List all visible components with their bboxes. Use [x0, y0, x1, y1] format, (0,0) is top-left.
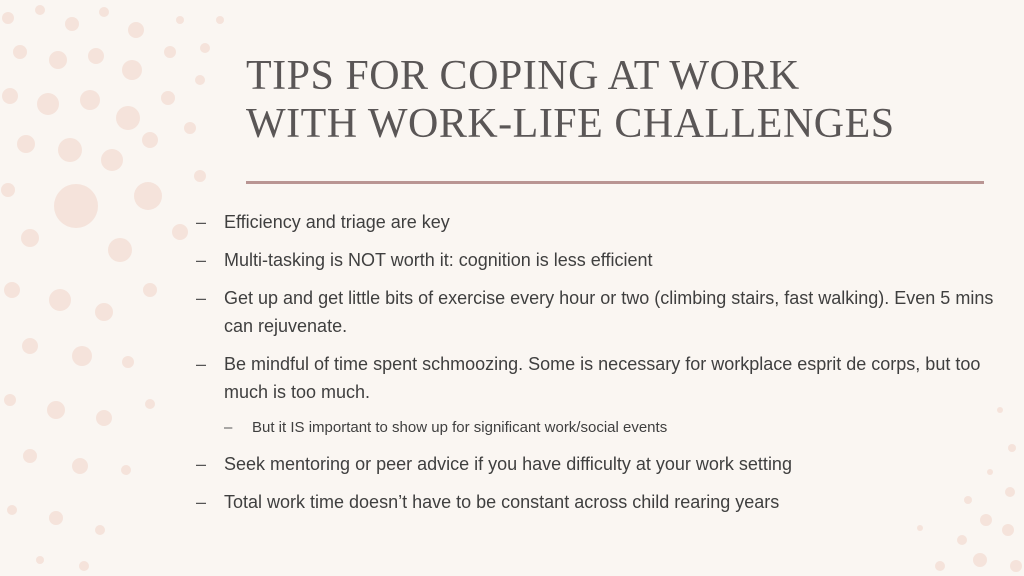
decorative-dot	[122, 356, 134, 368]
decorative-dot	[121, 465, 131, 475]
bullet-dash: –	[196, 454, 207, 474]
decorative-dot	[4, 282, 20, 298]
decorative-dot	[164, 46, 176, 58]
bullet-item	[196, 350, 996, 406]
decorative-dot	[1005, 487, 1015, 497]
decorative-dot	[143, 283, 157, 297]
decorative-dot	[49, 51, 67, 69]
bullet-list	[196, 208, 996, 526]
bullet-item	[196, 208, 996, 236]
decorative-dot	[17, 135, 35, 153]
decorative-dot	[21, 229, 39, 247]
decorative-dot	[142, 132, 158, 148]
decorative-dot	[72, 346, 92, 366]
decorative-dot	[200, 43, 210, 53]
decorative-dot	[7, 505, 17, 515]
decorative-dot	[72, 458, 88, 474]
decorative-dot	[49, 289, 71, 311]
decorative-dot	[37, 93, 59, 115]
decorative-dot	[176, 16, 184, 24]
decorative-dot	[80, 90, 100, 110]
decorative-dot	[36, 556, 44, 564]
bullet-dash: –	[196, 492, 207, 512]
decorative-dot	[134, 182, 162, 210]
decorative-dot	[49, 511, 63, 525]
decorative-dot	[99, 7, 109, 17]
decorative-dot	[195, 75, 205, 85]
decorative-dot	[58, 138, 82, 162]
decorative-dot	[1010, 560, 1022, 572]
decorative-dot	[216, 16, 224, 24]
decorative-dot	[95, 303, 113, 321]
decorative-dot	[13, 45, 27, 59]
title-divider	[246, 181, 984, 184]
decorative-dot	[128, 22, 144, 38]
decorative-dot	[184, 122, 196, 134]
bullet-text: Be mindful of time spent schmoozing. Some is necessary for workplace esprit de corps, but too much is too much.	[224, 354, 981, 402]
bullet-dash: –	[196, 212, 207, 232]
bullet-item	[196, 284, 996, 340]
bullet-text: Total work time doesn’t have to be constant across child rearing years	[224, 492, 780, 512]
bullet-item	[196, 488, 996, 516]
decorative-dot	[935, 561, 945, 571]
sub-bullet-item	[224, 416, 996, 440]
decorative-dot	[54, 184, 98, 228]
decorative-dot	[65, 17, 79, 31]
decorative-dot	[22, 338, 38, 354]
bullet-text: Seek mentoring or peer advice if you have difficulty at your work setting	[224, 454, 792, 474]
bullet-dash: –	[196, 250, 207, 270]
decorative-dot	[1, 183, 15, 197]
decorative-dot	[88, 48, 104, 64]
decorative-dot	[973, 553, 987, 567]
decorative-dot	[116, 106, 140, 130]
decorative-dot	[4, 394, 16, 406]
decorative-dot	[957, 535, 967, 545]
decorative-dot	[101, 149, 123, 171]
decorative-dot	[79, 561, 89, 571]
bullet-dash: –	[196, 354, 207, 374]
bullet-dash: –	[196, 288, 207, 308]
slide-title	[246, 52, 1006, 148]
decorative-dot	[96, 410, 112, 426]
decorative-dot	[108, 238, 132, 262]
decorative-dot	[2, 12, 14, 24]
decorative-dot	[2, 88, 18, 104]
decorative-dot	[172, 224, 188, 240]
slide-title-line-1: TIPS FOR COPING AT WORK	[246, 53, 800, 99]
decorative-dot	[95, 525, 105, 535]
decorative-dot	[194, 170, 206, 182]
bullet-item	[196, 246, 996, 274]
bullet-text: But it IS important to show up for significant work/social events	[252, 419, 668, 436]
decorative-dot	[1002, 524, 1014, 536]
bullet-item	[196, 450, 996, 478]
decorative-dot	[47, 401, 65, 419]
bullet-text: Multi-tasking is NOT worth it: cognition is less efficient	[224, 250, 653, 270]
bullet-dash: –	[224, 419, 233, 436]
decorative-dot	[145, 399, 155, 409]
decorative-dot	[1008, 444, 1016, 452]
decorative-dot	[122, 60, 142, 80]
decorative-dot	[35, 5, 45, 15]
bullet-text: Get up and get little bits of exercise every hour or two (climbing stairs, fast walking). Even 5 mins can rejuvenate.	[224, 288, 994, 336]
slide-title-line-2: WITH WORK-LIFE CHALLENGES	[246, 101, 895, 147]
decorative-dot	[161, 91, 175, 105]
bullet-text: Efficiency and triage are key	[224, 212, 450, 232]
decorative-dot	[997, 407, 1003, 413]
decorative-dot	[23, 449, 37, 463]
